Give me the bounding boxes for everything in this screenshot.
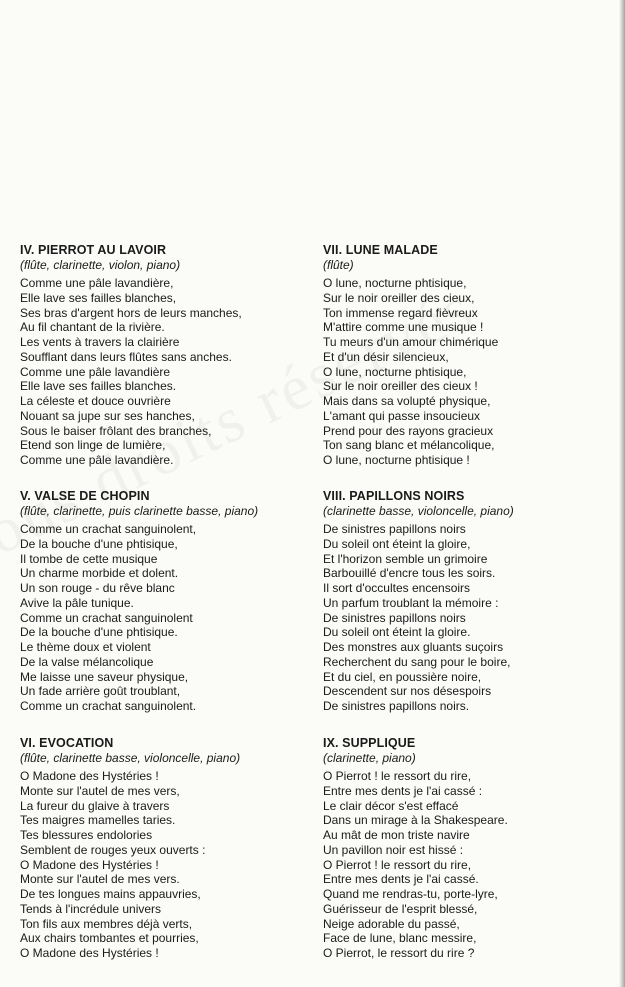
poem-line: Sous le baiser frôlant des branches, bbox=[20, 423, 212, 438]
poem-line: O lune, nocturne phtisique, bbox=[323, 276, 467, 290]
poem-line: Comme une pâle lavandière, bbox=[20, 276, 174, 290]
poem-line: Tends à l'incrédule univers bbox=[20, 901, 162, 916]
poem-instruments: (flûte, clarinette basse, violoncelle, piano) bbox=[20, 751, 241, 765]
poem-line: Il tombe de cette musique bbox=[20, 551, 158, 566]
poem-line: Entre mes dents je l'ai cassé : bbox=[323, 783, 483, 798]
poem-viii bbox=[323, 489, 514, 714]
poem-line: Le thème doux et violent bbox=[20, 640, 151, 654]
poem-vi bbox=[20, 736, 240, 961]
poem-line: Tes maigres mamelles taries. bbox=[20, 813, 176, 828]
poem-title: IX. SUPPLIQUE bbox=[323, 736, 416, 750]
poem-lines bbox=[323, 522, 514, 714]
poem-line: Du soleil ont éteint la gloire, bbox=[323, 536, 471, 551]
poem-line: O Pierrot ! le ressort du rire, bbox=[323, 857, 472, 872]
poem-title: V. VALSE DE CHOPIN bbox=[20, 489, 150, 503]
poem-line: Elle lave ses failles blanches. bbox=[20, 379, 177, 394]
poem-line: La céleste et douce ouvrière bbox=[20, 394, 171, 408]
poem-line: Et d'un désir silencieux, bbox=[323, 349, 449, 364]
poem-line: Un charme morbide et dolent. bbox=[20, 566, 179, 581]
poem-line: Etend son linge de lumière, bbox=[20, 438, 166, 453]
poem-line: Me laisse une saveur physique, bbox=[20, 669, 189, 684]
poem-instruments: (flûte) bbox=[323, 258, 354, 272]
poem-instruments: (clarinette, piano) bbox=[323, 751, 416, 765]
poem-title: VIII. PAPILLONS NOIRS bbox=[323, 489, 465, 503]
poem-lines bbox=[323, 276, 498, 468]
poem-instruments: (clarinette basse, violoncelle, piano) bbox=[323, 504, 514, 518]
poem-vii bbox=[323, 243, 498, 468]
poem-line: Et du ciel, en poussière noire, bbox=[323, 669, 482, 684]
poem-line: Du soleil ont éteint la gloire. bbox=[323, 625, 471, 640]
poem-line: Il sort d'occultes encensoirs bbox=[323, 581, 471, 595]
poem-line: De la bouche d'une phtisique, bbox=[20, 536, 178, 551]
poem-line: Des monstres aux gluants suçoirs bbox=[323, 640, 504, 654]
poem-iv bbox=[20, 243, 242, 468]
poem-instruments: (flûte, clarinette, puis clarinette basse, piano) bbox=[20, 504, 259, 518]
poem-line: De sinistres papillons noirs bbox=[323, 522, 466, 536]
poem-line: Barbouillé d'encre tous les soirs. bbox=[323, 566, 496, 581]
poem-line: Neige adorable du passé, bbox=[323, 916, 460, 931]
poem-line: Ses bras d'argent hors de leurs manches, bbox=[20, 305, 242, 320]
poem-lines bbox=[20, 522, 258, 714]
poem-v bbox=[20, 489, 258, 714]
poem-line: Monte sur l'autel de mes vers. bbox=[20, 872, 180, 887]
poem-line: La fureur du glaive à travers bbox=[20, 798, 170, 813]
poem-line: Monte sur l'autel de mes vers, bbox=[20, 783, 180, 798]
poem-line: Le clair décor s'est effacé bbox=[323, 798, 459, 813]
poem-title: IV. PIERROT AU LAVOIR bbox=[20, 243, 167, 257]
poem-line: Un pavillon noir est hissé : bbox=[323, 842, 464, 857]
poem-line: Prend pour des rayons gracieux bbox=[323, 423, 494, 438]
poem-line: M'attire comme une musique ! bbox=[323, 320, 484, 335]
poem-line: Avive la pâle tunique. bbox=[20, 595, 134, 610]
poem-line: Face de lune, blanc messire, bbox=[323, 931, 477, 946]
poem-line: Comme un crachat sanguinolent, bbox=[20, 522, 197, 536]
poem-line: Entre mes dents je l'ai cassé. bbox=[323, 872, 479, 887]
poem-line: O Pierrot ! le ressort du rire, bbox=[323, 769, 472, 783]
poem-lines bbox=[323, 769, 508, 961]
poem-line: O Madone des Hystéries ! bbox=[20, 857, 159, 872]
poem-instruments: (flûte, clarinette, violon, piano) bbox=[20, 258, 181, 272]
poem-line: L'amant qui passe insoucieux bbox=[323, 408, 481, 423]
poem-line: Sur le noir oreiller des cieux ! bbox=[323, 379, 478, 394]
poem-ix bbox=[323, 736, 508, 961]
poem-line: Quand me rendras-tu, porte-lyre, bbox=[323, 887, 498, 901]
poem-line: Les vents à travers la clairière bbox=[20, 335, 180, 349]
poem-line: Soufflant dans leurs flûtes sans anches. bbox=[20, 349, 232, 364]
poem-line: Au fil chantant de la rivière. bbox=[20, 320, 165, 335]
poem-line: Recherchent du sang pour le boire, bbox=[323, 654, 511, 669]
poem-line: Comme un crachat sanguinolent bbox=[20, 610, 193, 625]
poem-line: Guérisseur de l'esprit blessé, bbox=[323, 901, 478, 916]
poem-line: O Pierrot, le ressort du rire ? bbox=[323, 946, 475, 960]
poem-line: Un parfum troublant la mémoire : bbox=[323, 595, 499, 610]
poem-line: Sur le noir oreiller des cieux, bbox=[323, 290, 475, 305]
poem-line: De tes longues mains appauvries, bbox=[20, 887, 201, 901]
poem-line: De sinistres papillons noirs. bbox=[323, 699, 470, 713]
poem-line: Dans un mirage à la Shakespeare. bbox=[323, 813, 508, 828]
poem-line: Ton sang blanc et mélancolique, bbox=[323, 438, 495, 453]
poem-line: De la valse mélancolique bbox=[20, 654, 154, 669]
poem-line: Tes blessures endolories bbox=[20, 828, 153, 842]
page-edge-shadow bbox=[619, 0, 625, 987]
poem-line: Ton fils aux membres déjà verts, bbox=[20, 916, 193, 931]
poem-line: O Madone des Hystéries ! bbox=[20, 769, 159, 783]
poem-line: Nouant sa jupe sur ses hanches, bbox=[20, 408, 195, 423]
poem-line: O lune, nocturne phtisique, bbox=[323, 364, 467, 379]
poem-line: O lune, nocturne phtisique ! bbox=[323, 453, 470, 467]
poem-title: VI. EVOCATION bbox=[20, 736, 114, 750]
poem-lines bbox=[20, 276, 242, 468]
poem-line: O Madone des Hystéries ! bbox=[20, 946, 159, 960]
poem-line: Tu meurs d'un amour chimérique bbox=[323, 335, 499, 349]
poem-line: Elle lave ses failles blanches, bbox=[20, 290, 177, 305]
poem-line: Comme une pâle lavandière bbox=[20, 364, 171, 379]
poem-line: Comme une pâle lavandière. bbox=[20, 453, 174, 467]
poem-line: Semblent de rouges yeux ouverts : bbox=[20, 842, 206, 857]
poem-line: De la bouche d'une phtisique. bbox=[20, 625, 178, 640]
poem-lines bbox=[20, 769, 240, 961]
poem-line: Un son rouge - du rêve blanc bbox=[20, 581, 175, 595]
poem-line: Un fade arrière goût troublant, bbox=[20, 684, 181, 699]
poem-line: De sinistres papillons noirs bbox=[323, 610, 466, 625]
poem-line: Descendent sur nos désespoirs bbox=[323, 684, 492, 699]
poem-line: Comme un crachat sanguinolent. bbox=[20, 699, 197, 713]
poem-line: Ton immense regard fièvreux bbox=[323, 305, 478, 320]
poem-line: Au mât de mon triste navire bbox=[323, 828, 470, 842]
poem-title: VII. LUNE MALADE bbox=[323, 243, 438, 257]
poem-line: Aux chairs tombantes et pourries, bbox=[20, 931, 199, 946]
poem-line: Et l'horizon semble un grimoire bbox=[323, 551, 488, 566]
poem-line: Mais dans sa volupté physique, bbox=[323, 394, 491, 408]
